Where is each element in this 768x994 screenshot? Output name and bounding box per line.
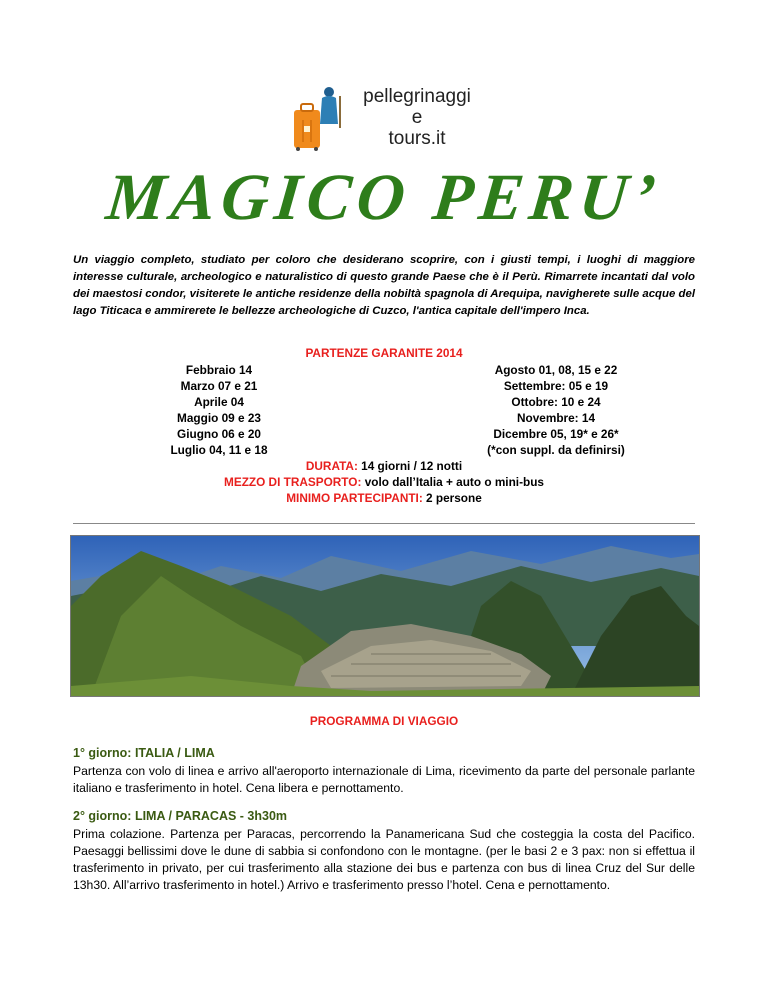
departure-date: Settembre: 05 e 19 [503, 379, 609, 393]
machu-picchu-photo [70, 535, 700, 697]
company-logo [272, 82, 493, 153]
logo-line-3: tours.it [388, 128, 446, 149]
departure-date: Marzo 07 e 21 [180, 379, 258, 393]
departure-date: Agosto 01, 08, 15 e 22 [494, 363, 618, 377]
logo-line-2: e [411, 107, 423, 128]
duration-line [0, 459, 768, 473]
departure-date: Aprile 04 [194, 395, 244, 409]
day-2-text: Prima colazione. Partenza per Paracas, percorrendo la Panamericana Sud che costeggia la costa del Pacifico. Paesaggi bellissimi dove le dune di sabbia si confondono con le montagne. (per le basi 2 e 3 pax: non si effettua il trasferimento in privato, per cui trasferimento alla stazione dei bus e partenza con bus di linea Cruz del Sur delle 13h30. All’arrivo trasferimento in hotel.) Arrivo e trasferimento presso l’hotel. Cena e pernottamento. [73, 827, 695, 892]
intro-paragraph: Un viaggio completo, studiato per coloro che desiderano scoprire, con i giusti tempi, i luoghi di maggiore interesse culturale, archeologico e naturalistico di questo grande Paese che è il Perù. Rimarrete incantati dal volo dei maestosi condor, visiterete le antiche residenze della nobiltà spagnola di Arequipa, navigherete sulle acque del lago Titicaca e ammirerete le bellezze archeologiche di Cuzco, l'antica capitale dell'impero Inca. [73, 254, 695, 317]
program-heading: PROGRAMMA DI VIAGGIO [309, 714, 459, 728]
duration-label: DURATA: [305, 459, 358, 473]
duration-value: 14 giorni / 12 notti [361, 459, 463, 473]
departure-date: Febbraio 14 [185, 363, 253, 377]
transport-line [0, 475, 768, 489]
departure-date: Ottobre: 10 e 24 [511, 395, 601, 409]
page-title: MAGICO PERU’ [103, 161, 666, 234]
departure-date: Luglio 04, 11 e 18 [170, 443, 268, 457]
logo-line-1: pellegrinaggi [363, 86, 471, 107]
day-2-title: 2° giorno: LIMA / PARACAS - 3h30m [73, 809, 288, 823]
min-participants-value: 2 persone [426, 491, 482, 505]
min-participants-label: MINIMO PARTECIPANTI: [286, 491, 423, 505]
departure-date: Maggio 09 e 23 [177, 411, 261, 425]
departures-left-list [164, 362, 274, 458]
transport-label: MEZZO DI TRASPORTO: [224, 475, 362, 489]
departure-date: Novembre: 14 [516, 411, 596, 425]
departure-date: Giugno 06 e 20 [177, 427, 261, 441]
day-1-title: 1° giorno: ITALIA / LIMA [73, 746, 215, 760]
departures-heading: PARTENZE GARANITE 2014 [305, 346, 463, 360]
day-1-text: Partenza con volo di linea e arrivo all'aeroporto internazionale di Lima, ricevimento da parte del personale parlante italiano e trasferimento in hotel. Cena libera e pernottamento. [73, 764, 695, 795]
departure-date: Dicembre 05, 19* e 26* [493, 427, 619, 441]
logo-text [342, 86, 492, 149]
min-participants-line [0, 491, 768, 505]
divider [73, 523, 695, 524]
departures-right-list [468, 362, 644, 458]
luggage-pilgrim-icon [282, 84, 344, 152]
departure-note: (*con suppl. da definirsi) [487, 443, 625, 457]
transport-value: volo dall’Italia + auto o mini-bus [364, 475, 544, 489]
